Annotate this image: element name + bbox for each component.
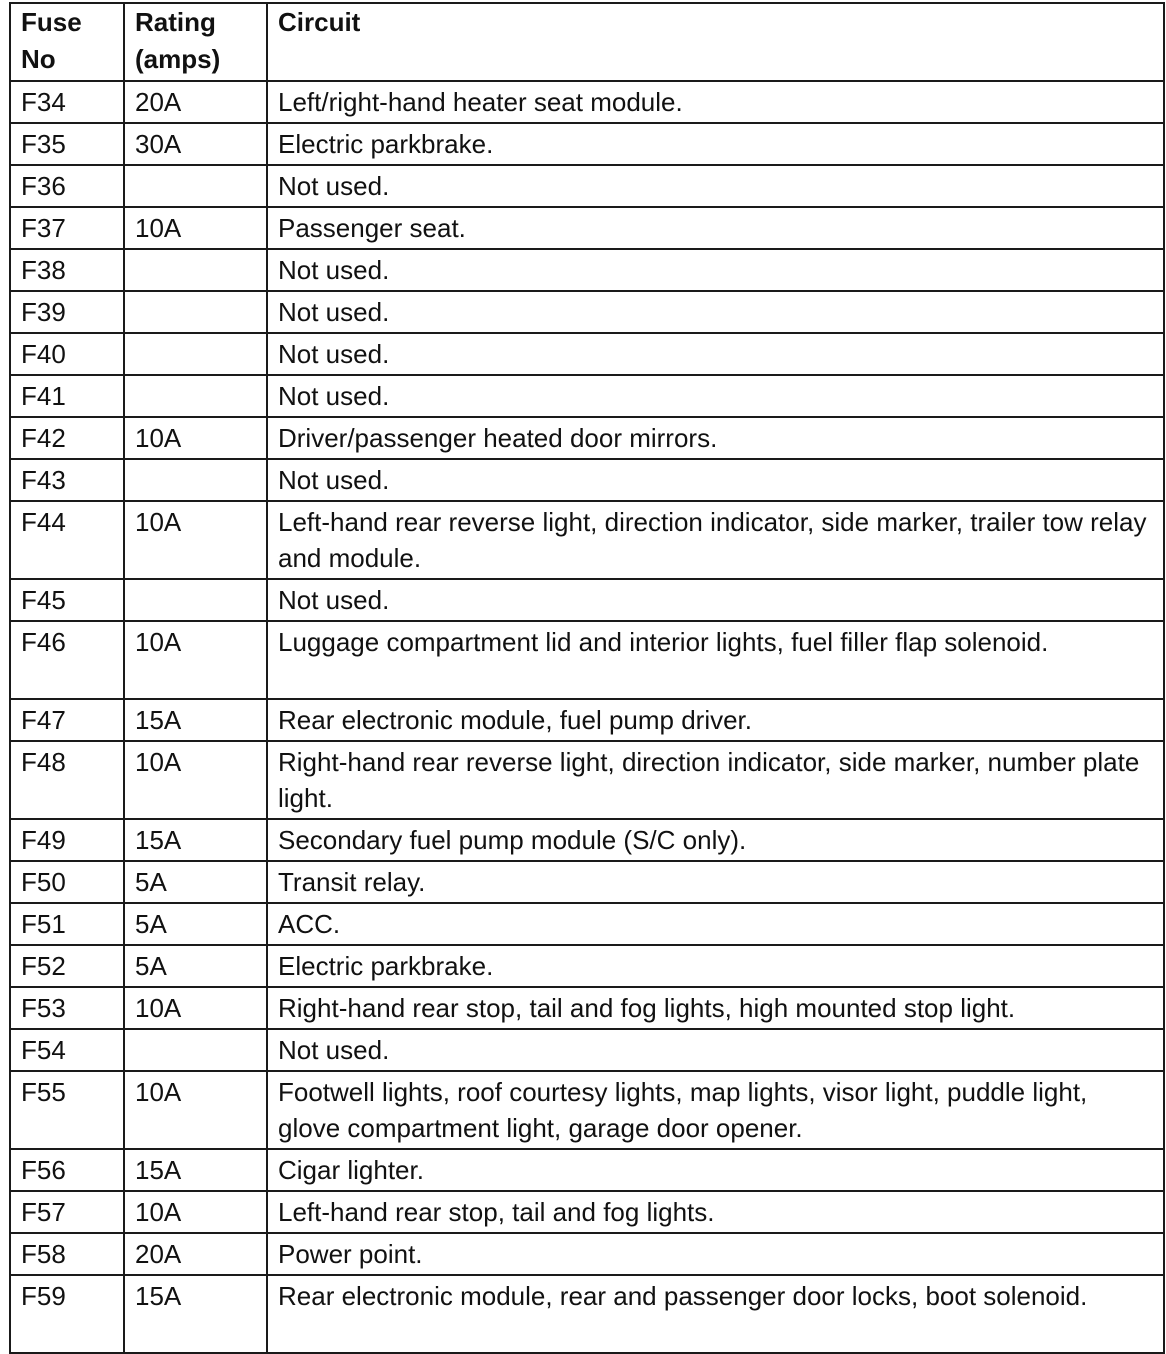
table-row xyxy=(10,1233,1164,1275)
circuit-cell: ACC. xyxy=(267,903,1164,945)
circuit-cell: Cigar lighter. xyxy=(267,1149,1164,1191)
table-row xyxy=(10,501,1164,579)
circuit-cell: Electric parkbrake. xyxy=(267,945,1164,987)
fuse-cell: F45 xyxy=(10,579,124,621)
header-circuit: Circuit xyxy=(267,3,1164,81)
rating-cell: 5A xyxy=(124,903,267,945)
table-row xyxy=(10,987,1164,1029)
header-rating-line1: Rating xyxy=(135,7,216,37)
table-row xyxy=(10,903,1164,945)
circuit-cell: Not used. xyxy=(267,249,1164,291)
fuse-cell: F44 xyxy=(10,501,124,579)
circuit-cell: Driver/passenger heated door mirrors. xyxy=(267,417,1164,459)
circuit-cell: Passenger seat. xyxy=(267,207,1164,249)
table-row xyxy=(10,459,1164,501)
header-rating-line2: (amps) xyxy=(135,44,221,74)
table-row xyxy=(10,1029,1164,1071)
table-row xyxy=(10,1149,1164,1191)
fuse-cell: F47 xyxy=(10,699,124,741)
rating-cell xyxy=(124,165,267,207)
fuse-cell: F34 xyxy=(10,81,124,123)
table-body xyxy=(10,81,1164,1353)
table-row xyxy=(10,417,1164,459)
rating-cell: 5A xyxy=(124,945,267,987)
circuit-cell: Left/right-hand heater seat module. xyxy=(267,81,1164,123)
fuse-cell: F53 xyxy=(10,987,124,1029)
fuse-cell: F54 xyxy=(10,1029,124,1071)
circuit-cell: Rear electronic module, rear and passenger door locks, boot solenoid. xyxy=(267,1275,1164,1353)
circuit-cell: Not used. xyxy=(267,375,1164,417)
rating-cell: 10A xyxy=(124,621,267,699)
table-row xyxy=(10,333,1164,375)
table-row xyxy=(10,861,1164,903)
table-row xyxy=(10,1191,1164,1233)
fuse-cell: F38 xyxy=(10,249,124,291)
header-fuse-no-line1: Fuse xyxy=(21,7,82,37)
rating-cell: 10A xyxy=(124,417,267,459)
fuse-cell: F56 xyxy=(10,1149,124,1191)
fuse-cell: F35 xyxy=(10,123,124,165)
circuit-cell: Left-hand rear stop, tail and fog lights. xyxy=(267,1191,1164,1233)
table-row xyxy=(10,81,1164,123)
fuse-cell: F52 xyxy=(10,945,124,987)
table-row xyxy=(10,699,1164,741)
rating-cell: 5A xyxy=(124,861,267,903)
rating-cell: 15A xyxy=(124,699,267,741)
fuse-cell: F51 xyxy=(10,903,124,945)
fuse-cell: F42 xyxy=(10,417,124,459)
table-row xyxy=(10,1071,1164,1149)
fuse-table xyxy=(9,2,1165,1354)
rating-cell: 15A xyxy=(124,1275,267,1353)
table-row xyxy=(10,621,1164,699)
fuse-cell: F36 xyxy=(10,165,124,207)
rating-cell: 10A xyxy=(124,1071,267,1149)
circuit-cell: Secondary fuel pump module (S/C only). xyxy=(267,819,1164,861)
table-row xyxy=(10,819,1164,861)
circuit-cell: Not used. xyxy=(267,579,1164,621)
table-row xyxy=(10,291,1164,333)
fuse-cell: F48 xyxy=(10,741,124,819)
fuse-cell: F58 xyxy=(10,1233,124,1275)
rating-cell xyxy=(124,249,267,291)
fuse-cell: F37 xyxy=(10,207,124,249)
rating-cell: 10A xyxy=(124,207,267,249)
circuit-cell: Left-hand rear reverse light, direction indicator, side marker, trailer tow relay and module. xyxy=(267,501,1164,579)
circuit-cell: Right-hand rear reverse light, direction indicator, side marker, number plate light. xyxy=(267,741,1164,819)
circuit-cell: Not used. xyxy=(267,1029,1164,1071)
circuit-cell: Footwell lights, roof courtesy lights, map lights, visor light, puddle light, glove compartment light, garage door opener. xyxy=(267,1071,1164,1149)
table-row xyxy=(10,123,1164,165)
fuse-cell: F43 xyxy=(10,459,124,501)
circuit-cell: Rear electronic module, fuel pump driver. xyxy=(267,699,1164,741)
table-row xyxy=(10,945,1164,987)
rating-cell xyxy=(124,375,267,417)
circuit-cell: Power point. xyxy=(267,1233,1164,1275)
fuse-cell: F50 xyxy=(10,861,124,903)
rating-cell: 10A xyxy=(124,1191,267,1233)
header-rating xyxy=(124,3,267,81)
rating-cell xyxy=(124,333,267,375)
circuit-cell: Not used. xyxy=(267,333,1164,375)
fuse-cell: F59 xyxy=(10,1275,124,1353)
rating-cell xyxy=(124,1029,267,1071)
circuit-cell: Not used. xyxy=(267,459,1164,501)
header-row xyxy=(10,3,1164,81)
table-row xyxy=(10,375,1164,417)
circuit-cell: Electric parkbrake. xyxy=(267,123,1164,165)
table-row xyxy=(10,249,1164,291)
circuit-cell: Not used. xyxy=(267,165,1164,207)
rating-cell xyxy=(124,291,267,333)
fuse-cell: F39 xyxy=(10,291,124,333)
header-fuse-no xyxy=(10,3,124,81)
rating-cell: 15A xyxy=(124,1149,267,1191)
rating-cell: 10A xyxy=(124,501,267,579)
circuit-cell: Not used. xyxy=(267,291,1164,333)
rating-cell: 15A xyxy=(124,819,267,861)
fuse-cell: F41 xyxy=(10,375,124,417)
rating-cell: 20A xyxy=(124,1233,267,1275)
table-row xyxy=(10,165,1164,207)
table-row xyxy=(10,741,1164,819)
rating-cell: 10A xyxy=(124,987,267,1029)
rating-cell xyxy=(124,459,267,501)
fuse-cell: F55 xyxy=(10,1071,124,1149)
table-row xyxy=(10,207,1164,249)
rating-cell xyxy=(124,579,267,621)
fuse-cell: F57 xyxy=(10,1191,124,1233)
table-row xyxy=(10,579,1164,621)
circuit-cell: Right-hand rear stop, tail and fog lights, high mounted stop light. xyxy=(267,987,1164,1029)
header-fuse-no-line2: No xyxy=(21,44,56,74)
table-row xyxy=(10,1275,1164,1353)
table-header xyxy=(10,3,1164,81)
fuse-cell: F49 xyxy=(10,819,124,861)
rating-cell: 20A xyxy=(124,81,267,123)
rating-cell: 10A xyxy=(124,741,267,819)
circuit-cell: Transit relay. xyxy=(267,861,1164,903)
fuse-cell: F46 xyxy=(10,621,124,699)
fuse-cell: F40 xyxy=(10,333,124,375)
rating-cell: 30A xyxy=(124,123,267,165)
circuit-cell: Luggage compartment lid and interior lights, fuel filler flap solenoid. xyxy=(267,621,1164,699)
